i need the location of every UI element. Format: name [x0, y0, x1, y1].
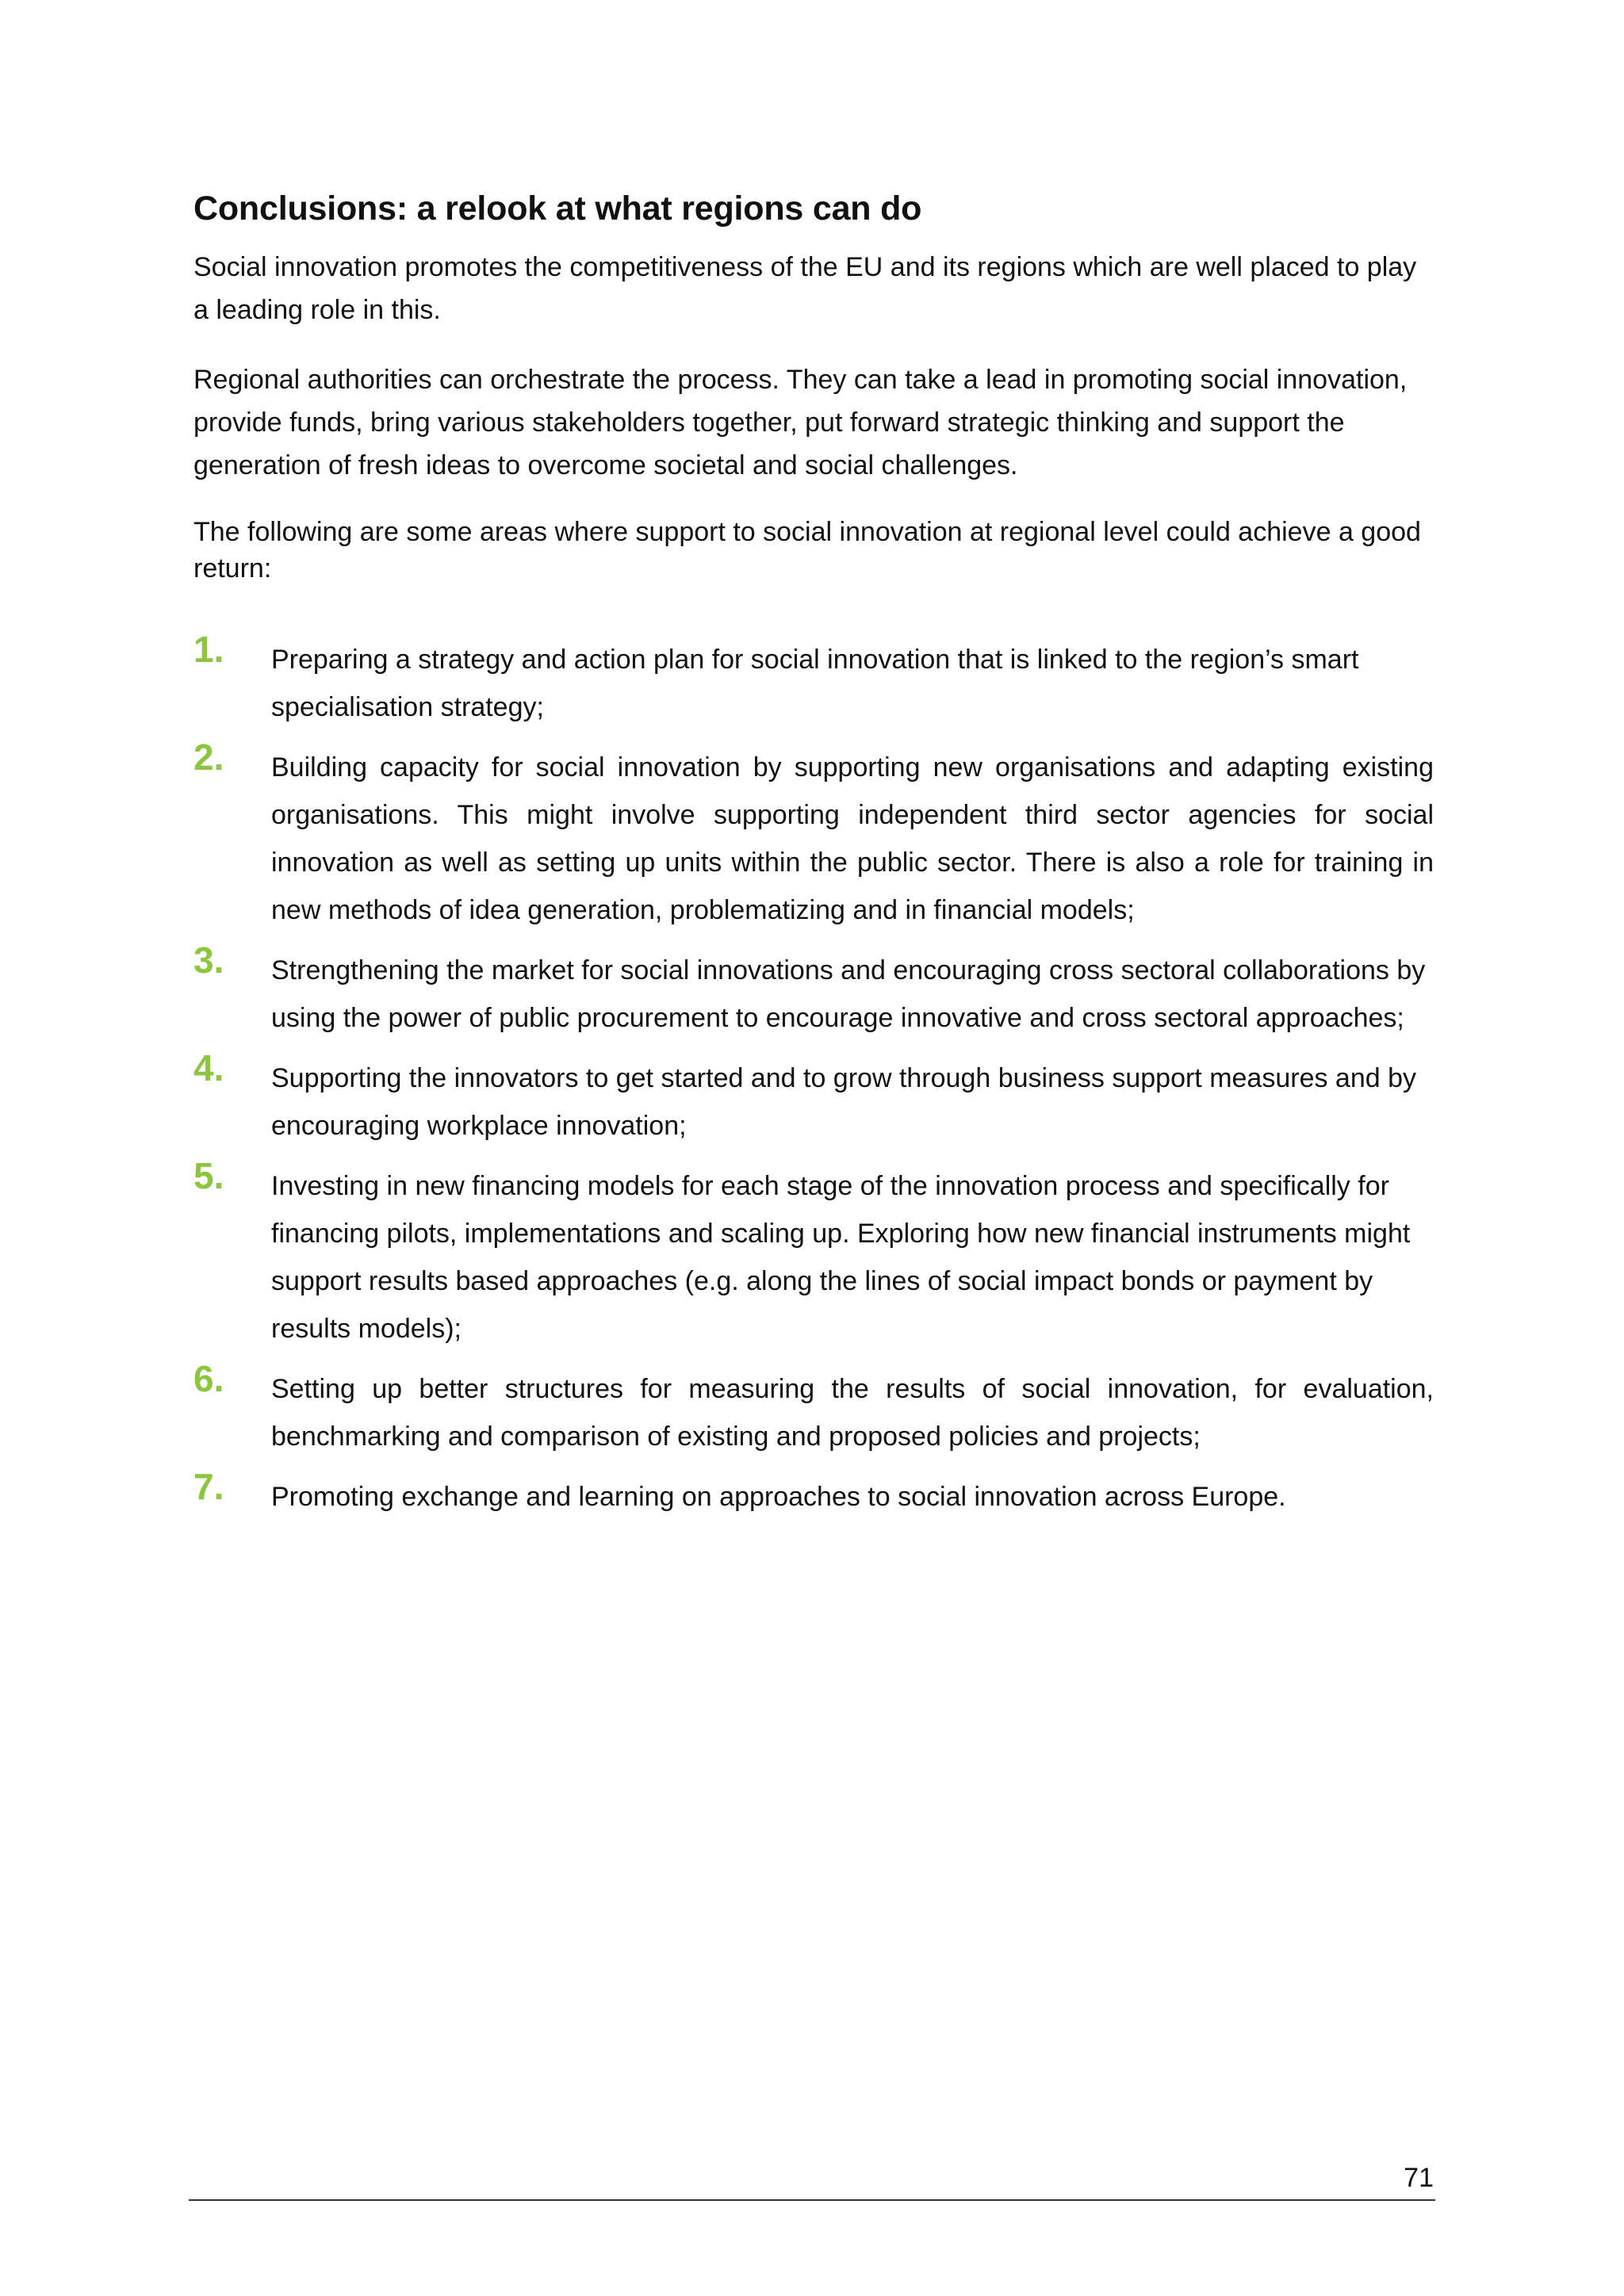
list-item — [193, 628, 1434, 731]
list-item-number: 5. — [193, 1154, 224, 1196]
list-item-number: 4. — [193, 1047, 224, 1089]
page-number: 71 — [1404, 2163, 1434, 2193]
footer-divider — [189, 2199, 1435, 2201]
list-item — [193, 1154, 1434, 1353]
paragraph-list-lead: The following are some areas where support to social innovation at regional level could achieve a good return: — [193, 516, 1421, 584]
list-item — [193, 939, 1434, 1042]
section-heading: Conclusions: a relook at what regions can do — [193, 189, 922, 228]
paragraph-regional-authorities: Regional authorities can orchestrate the process. They can take a lead in promoting social innovation, provide funds, bring various stakeholders together, put forward strategic thinking and support the generation of fresh ideas to overcome societal and social challenges. — [193, 364, 1408, 480]
list-item-text: Supporting the innovators to get started and to grow through business support measures and by encouraging workplace innovation; — [271, 1062, 1417, 1141]
list-item-number: 2. — [193, 736, 224, 778]
list-item — [193, 1465, 1434, 1521]
list-item-number: 1. — [193, 628, 224, 670]
page-content — [193, 187, 1434, 1533]
list-item — [193, 736, 1434, 934]
list-item-text: Strengthening the market for social innovations and encouraging cross sectoral collaborations by using the power of public procurement to encourage innovative and cross sectoral approaches; — [271, 955, 1426, 1033]
recommendations-list — [193, 628, 1434, 1521]
list-item-number: 6. — [193, 1357, 224, 1399]
list-item-number: 3. — [193, 939, 224, 981]
paragraph-intro: Social innovation promotes the competitiveness of the EU and its regions which are well placed to play a leading role in this. — [193, 251, 1417, 325]
list-item — [193, 1047, 1434, 1150]
list-item — [193, 1357, 1434, 1460]
list-item-text: Promoting exchange and learning on approaches to social innovation across Europe. — [271, 1481, 1286, 1512]
list-item-text: Investing in new financing models for each stage of the innovation process and specifically for financing pilots, implementations and scaling up. Exploring how new financial instruments might support results based approaches (e.g. along the lines of social impact bonds or payment by results models); — [271, 1170, 1411, 1344]
list-item-text: Preparing a strategy and action plan for social innovation that is linked to the region’s smart specialisation strategy; — [271, 644, 1359, 722]
list-item-text: Setting up better structures for measuring the results of social innovation, for evaluation, benchmarking and comparison of existing and proposed policies and projects; — [271, 1373, 1434, 1452]
list-item-number: 7. — [193, 1465, 224, 1507]
list-item-text: Building capacity for social innovation by supporting new organisations and adapting existing organisations. This might involve supporting independent third sector agencies for social innovation as well as setting up units within the public sector. There is also a role for training in new methods of idea generation, problematizing and in financial models; — [271, 752, 1434, 925]
